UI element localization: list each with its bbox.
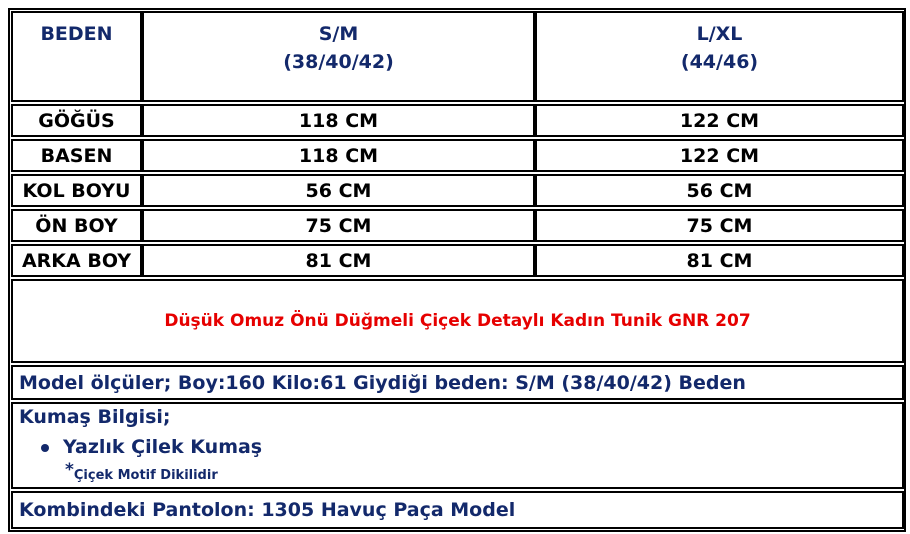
bullet-dot-icon xyxy=(41,444,49,452)
combo-info-cell xyxy=(11,491,904,529)
row-value-lxl: 75 CM xyxy=(686,214,753,237)
row-value-lxl: 56 CM xyxy=(686,179,753,202)
row-value-sm: 81 CM xyxy=(305,249,372,272)
row-label: ÖN BOY xyxy=(35,214,118,237)
size-sm-sub: (38/40/42) xyxy=(283,51,394,73)
row-value-cell xyxy=(535,209,904,242)
size-lxl-name: L/XL xyxy=(696,23,743,45)
row-label: ARKA BOY xyxy=(21,249,132,272)
row-value-sm: 118 CM xyxy=(298,144,379,167)
row-label-cell xyxy=(11,104,142,137)
row-value-cell xyxy=(142,139,535,172)
row-label-cell xyxy=(11,139,142,172)
row-label: KOL BOYU xyxy=(22,179,131,202)
size-sm-name: S/M xyxy=(318,23,359,45)
row-label: GÖĞÜS xyxy=(38,109,115,132)
row-value-lxl: 122 CM xyxy=(679,144,760,167)
size-lxl-sub: (44/46) xyxy=(680,51,759,73)
row-value-sm: 118 CM xyxy=(298,109,379,132)
asterisk-mark: * xyxy=(65,460,74,480)
row-value-cell xyxy=(142,209,535,242)
row-label-cell xyxy=(11,174,142,207)
row-value-cell xyxy=(535,174,904,207)
fabric-note xyxy=(65,460,218,484)
header-size-lxl-cell xyxy=(535,11,904,102)
model-info-cell xyxy=(11,365,904,400)
row-value-cell xyxy=(535,139,904,172)
product-title: Düşük Omuz Önü Düğmeli Çiçek Detaylı Kadın Tunik GNR 207 xyxy=(164,311,751,331)
row-label: BASEN xyxy=(40,144,113,167)
row-value-cell xyxy=(142,244,535,277)
row-value-cell xyxy=(535,104,904,137)
fabric-info-cell xyxy=(11,402,904,489)
header-label: BEDEN xyxy=(40,23,113,45)
row-value-cell xyxy=(142,104,535,137)
combo-info: Kombindeki Pantolon: 1305 Havuç Paça Model xyxy=(19,499,516,521)
fabric-bullet-item xyxy=(41,436,262,458)
header-label-cell xyxy=(11,11,142,102)
row-value-cell xyxy=(142,174,535,207)
fabric-bullet-text: Yazlık Çilek Kumaş xyxy=(63,436,263,458)
row-value-sm: 56 CM xyxy=(305,179,372,202)
product-title-cell xyxy=(11,279,904,363)
row-value-cell xyxy=(535,244,904,277)
fabric-heading: Kumaş Bilgisi; xyxy=(19,406,171,428)
row-value-lxl: 122 CM xyxy=(679,109,760,132)
header-size-sm-cell xyxy=(142,11,535,102)
row-label-cell xyxy=(11,244,142,277)
row-value-lxl: 81 CM xyxy=(686,249,753,272)
row-value-sm: 75 CM xyxy=(305,214,372,237)
row-label-cell xyxy=(11,209,142,242)
fabric-note-text: Çiçek Motif Dikilidir xyxy=(73,468,218,483)
model-info: Model ölçüler; Boy:160 Kilo:61 Giydiği beden: S/M (38/40/42) Beden xyxy=(19,371,746,394)
